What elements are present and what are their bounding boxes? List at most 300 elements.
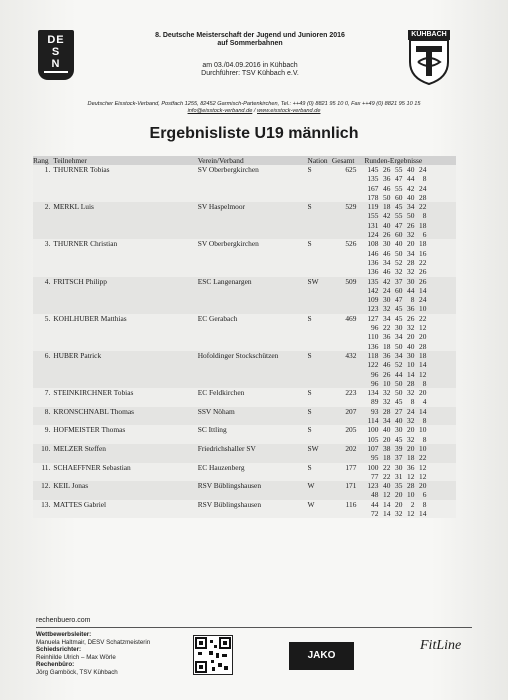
rounds-cell (364, 304, 456, 313)
round-sum: 136 (367, 341, 379, 351)
club-cell (198, 509, 308, 518)
footer-label-manager: Wettbewerbsleiter: (36, 631, 92, 638)
jako-logo: JAKO (289, 642, 354, 670)
rank-cell (33, 193, 53, 202)
round-score: 40 (383, 220, 391, 230)
club-cell: EC Gerabach (197, 313, 238, 323)
round-score: 45 (395, 397, 403, 407)
nation-cell (308, 360, 332, 369)
round-score: 18 (407, 453, 415, 463)
round-score: 22 (419, 453, 427, 463)
rounds-cell (364, 230, 456, 239)
round-sum: 145 (367, 165, 379, 174)
name-cell (53, 490, 197, 499)
rank-cell (33, 258, 53, 267)
table-row-continuation (33, 342, 456, 351)
round-sum: 114 (367, 416, 379, 426)
table-row-continuation (33, 490, 456, 499)
round-score: 32 (383, 388, 391, 398)
round-sum: 127 (367, 313, 379, 323)
footer-officials (36, 631, 150, 677)
round-score: 32 (407, 267, 415, 277)
round-score: 20 (407, 239, 415, 249)
round-score: 2 (410, 499, 415, 509)
table-row (33, 407, 456, 416)
name-cell (53, 249, 197, 258)
round-sum: 89 (371, 397, 379, 407)
round-sum: 96 (371, 369, 379, 379)
round-score: 35 (395, 481, 403, 491)
rank-cell (33, 221, 53, 230)
rounds-cell (364, 397, 456, 406)
round-score: 20 (383, 434, 391, 444)
round-sum: 100 (367, 425, 379, 435)
name-cell (53, 472, 197, 481)
rank-cell: 12. (41, 481, 51, 491)
round-score: 30 (395, 323, 403, 333)
round-score: 14 (407, 369, 415, 379)
event-title-line-1: 8. Deutsche Meisterschaft der Jugend und Junioren 2016 (155, 32, 345, 39)
name-cell (53, 193, 197, 202)
round-score: 6 (422, 230, 427, 240)
round-sum: 123 (367, 304, 379, 314)
table-row-continuation (33, 416, 456, 425)
nation-cell: S (307, 462, 312, 472)
round-score: 32 (407, 434, 415, 444)
table-row (33, 463, 456, 472)
name-cell (53, 295, 197, 304)
round-score: 26 (383, 230, 391, 240)
round-score: 32 (407, 323, 415, 333)
club-cell (198, 193, 308, 202)
name-cell (53, 360, 197, 369)
table-row-continuation (33, 230, 456, 239)
club-cell (198, 221, 308, 230)
round-score: 20 (395, 490, 403, 500)
rank-cell (33, 370, 53, 379)
round-score: 8 (422, 378, 427, 388)
name-cell (53, 211, 197, 220)
round-score: 26 (383, 165, 391, 174)
total-cell (332, 323, 365, 332)
club-cell (198, 472, 308, 481)
rank-cell (33, 184, 53, 193)
name-cell: STEINKIRCHNER Tobias (53, 388, 134, 398)
round-score: 32 (383, 304, 391, 314)
total-cell (332, 249, 365, 258)
round-score: 39 (395, 443, 403, 453)
total-cell: 469 (345, 313, 357, 323)
footer-url: rechenbuero.com (36, 617, 91, 624)
club-cell: SV Oberbergkirchen (197, 165, 259, 174)
header-rounds: Runden-Ergebnisse (364, 156, 456, 165)
round-score: 24 (419, 165, 427, 174)
round-score: 26 (419, 276, 427, 286)
results-table (33, 156, 456, 518)
table-row (33, 165, 456, 174)
round-score: 50 (395, 388, 403, 398)
round-score: 36 (407, 304, 415, 314)
round-score: 10 (407, 360, 415, 370)
round-sum: 119 (367, 202, 379, 212)
round-score: 46 (383, 360, 391, 370)
round-sum: 77 (371, 471, 379, 481)
round-score: 47 (395, 220, 403, 230)
rounds-cell (364, 323, 456, 332)
desv-logo-bar (44, 71, 68, 73)
round-score: 42 (383, 276, 391, 286)
club-cell: ESC Langenargen (197, 276, 252, 286)
rank-cell: 7. (44, 388, 51, 398)
round-score: 18 (419, 239, 427, 249)
round-score: 24 (419, 183, 427, 193)
nation-cell: S (307, 406, 312, 416)
footer-manager: Manuela Haltmair, DESV Schatzmeisterin (36, 638, 151, 646)
round-score: 32 (395, 508, 403, 518)
club-cell: RSV Büblingshausen (197, 499, 262, 509)
round-score: 14 (383, 499, 391, 509)
total-cell: 526 (345, 239, 357, 249)
name-cell: THURNER Christian (53, 239, 118, 249)
total-cell (332, 453, 365, 462)
nation-cell: W (307, 481, 315, 491)
round-sum: 146 (367, 248, 379, 258)
total-cell (332, 490, 365, 499)
round-sum: 108 (367, 239, 379, 249)
nation-cell (308, 416, 332, 425)
club-cell: SSV Nöham (197, 406, 235, 416)
round-score: 37 (395, 276, 403, 286)
round-sum: 123 (367, 481, 379, 491)
table-row (33, 202, 456, 211)
rank-cell: 3. (44, 239, 51, 249)
round-score: 50 (395, 378, 403, 388)
total-cell (332, 342, 365, 351)
rounds-cell (364, 277, 456, 286)
round-score: 14 (383, 508, 391, 518)
total-cell: 205 (345, 425, 357, 435)
rounds-cell (364, 351, 456, 360)
round-score: 26 (383, 369, 391, 379)
round-score: 36 (383, 332, 391, 342)
total-cell (332, 193, 365, 202)
rank-cell: 11. (41, 462, 51, 472)
rank-cell: 10. (41, 443, 51, 453)
table-row-continuation (33, 453, 456, 462)
round-score: 24 (383, 285, 391, 295)
round-score: 16 (419, 248, 427, 258)
header-club: Verein/Verband (198, 156, 308, 165)
table-row-continuation (33, 379, 456, 388)
round-score: 14 (419, 360, 427, 370)
name-cell (53, 304, 197, 313)
round-score: 42 (407, 183, 415, 193)
name-cell (53, 397, 197, 406)
rank-cell (33, 342, 53, 351)
nation-cell: S (307, 239, 312, 249)
round-score: 22 (383, 462, 391, 472)
round-score: 12 (419, 323, 427, 333)
round-score: 30 (395, 462, 403, 472)
round-sum: 95 (371, 453, 379, 463)
round-sum: 142 (367, 285, 379, 295)
round-sum: 96 (371, 378, 379, 388)
nation-cell (308, 184, 332, 193)
nation-cell (308, 435, 332, 444)
name-cell: FRITSCH Philipp (53, 276, 107, 286)
club-cell: RSV Büblingshausen (197, 481, 262, 491)
round-score: 14 (419, 508, 427, 518)
name-cell (53, 342, 197, 351)
qr-code-icon (193, 635, 233, 675)
round-score: 26 (419, 267, 427, 277)
nation-cell (308, 258, 332, 267)
round-score: 50 (407, 211, 415, 221)
header-rank: Rang (33, 156, 53, 165)
header-name: Teilnehmer (53, 156, 197, 165)
club-cell (198, 453, 308, 462)
name-cell (53, 370, 197, 379)
name-cell (53, 379, 197, 388)
round-sum: 178 (367, 192, 379, 202)
round-score: 18 (419, 220, 427, 230)
club-cell (198, 295, 308, 304)
nation-cell (308, 304, 332, 313)
club-cell (198, 379, 308, 388)
round-score: 12 (419, 471, 427, 481)
round-score: 36 (407, 462, 415, 472)
rank-cell (33, 230, 53, 239)
table-row (33, 500, 456, 509)
table-row-continuation (33, 304, 456, 313)
table-row (33, 314, 456, 323)
round-score: 32 (395, 267, 403, 277)
table-row-continuation (33, 295, 456, 304)
round-score: 6 (422, 490, 427, 500)
rank-cell: 5. (44, 313, 51, 323)
round-score: 52 (395, 360, 403, 370)
round-score: 45 (395, 304, 403, 314)
total-cell (332, 174, 365, 183)
round-score: 42 (383, 211, 391, 221)
name-cell (53, 184, 197, 193)
total-cell (332, 472, 365, 481)
round-score: 10 (383, 378, 391, 388)
name-cell (53, 416, 197, 425)
shield-icon (408, 40, 450, 85)
footer-office: Jörg Gamböck, TSV Kühbach (36, 668, 118, 676)
round-score: 37 (395, 453, 403, 463)
rounds-cell (364, 249, 456, 258)
round-score: 28 (419, 192, 427, 202)
footer-label-referee: Schiedsrichter: (36, 646, 82, 654)
header-total: Gesamt (332, 156, 365, 165)
rank-cell (33, 472, 53, 481)
rounds-cell (364, 202, 456, 211)
table-row (33, 239, 456, 248)
round-sum: 109 (367, 295, 379, 305)
round-sum: 105 (367, 434, 379, 444)
rounds-cell (364, 370, 456, 379)
rounds-cell (364, 500, 456, 509)
club-cell (198, 267, 308, 276)
round-score: 40 (383, 425, 391, 435)
total-cell: 207 (345, 406, 357, 416)
name-cell (53, 230, 197, 239)
nation-cell (308, 230, 332, 239)
club-cell (198, 211, 308, 220)
total-cell: 432 (345, 350, 357, 360)
desv-logo (38, 30, 74, 80)
rank-cell (33, 509, 53, 518)
round-score: 44 (395, 369, 403, 379)
table-row (33, 351, 456, 360)
round-score: 8 (422, 174, 427, 184)
name-cell (53, 453, 197, 462)
rounds-cell (364, 174, 456, 183)
table-row-continuation (33, 174, 456, 183)
rank-cell (33, 211, 53, 220)
nation-cell: S (307, 313, 312, 323)
name-cell (53, 435, 197, 444)
table-row-continuation (33, 360, 456, 369)
desv-logo-line-3: N (51, 58, 61, 70)
round-sum: 134 (367, 388, 379, 398)
round-score: 8 (422, 211, 427, 221)
round-score: 32 (383, 397, 391, 407)
rounds-cell (364, 490, 456, 499)
nation-cell (308, 323, 332, 332)
round-score: 8 (422, 499, 427, 509)
total-cell (332, 370, 365, 379)
total-cell (332, 258, 365, 267)
event-title-line-2: auf Sommerbahnen (217, 40, 283, 47)
name-cell: MERKL Luis (53, 202, 94, 212)
round-score: 40 (407, 341, 415, 351)
nation-cell (308, 193, 332, 202)
desv-logo-line-2: S (51, 46, 61, 58)
round-score: 44 (407, 174, 415, 184)
table-row-continuation (33, 258, 456, 267)
nation-cell (308, 453, 332, 462)
name-cell (53, 221, 197, 230)
table-row (33, 444, 456, 453)
name-cell: MELZER Steffen (53, 443, 106, 453)
round-score: 34 (395, 332, 403, 342)
rank-cell (33, 323, 53, 332)
total-cell (332, 230, 365, 239)
club-cell (198, 397, 308, 406)
round-score: 20 (407, 443, 415, 453)
round-score: 45 (395, 434, 403, 444)
name-cell: SCHAEFFNER Sebastian (53, 462, 131, 472)
club-cell (198, 230, 308, 239)
total-cell (332, 360, 365, 369)
round-score: 45 (395, 313, 403, 323)
round-score: 4 (422, 397, 427, 407)
round-score: 12 (419, 462, 427, 472)
rounds-cell (364, 342, 456, 351)
rounds-cell (364, 444, 456, 453)
name-cell: KEIL Jonas (53, 481, 89, 491)
round-score: 20 (407, 425, 415, 435)
round-score: 30 (383, 295, 391, 305)
round-score: 60 (395, 192, 403, 202)
table-row (33, 481, 456, 490)
total-cell: 171 (345, 481, 357, 491)
rank-cell (33, 453, 53, 462)
table-row-continuation (33, 323, 456, 332)
round-score: 20 (419, 332, 427, 342)
nation-cell (308, 472, 332, 481)
name-cell (53, 509, 197, 518)
nation-cell (308, 509, 332, 518)
event-host: Durchführer: TSV Kühbach e.V. (201, 70, 299, 77)
footer-referee: Reinhilde Ulrich – Max Wörle (36, 653, 116, 661)
nation-cell (308, 174, 332, 183)
round-score: 26 (407, 313, 415, 323)
round-score: 32 (407, 416, 415, 426)
round-score: 45 (395, 202, 403, 212)
round-score: 28 (419, 341, 427, 351)
rank-cell (33, 379, 53, 388)
rounds-cell (364, 258, 456, 267)
round-score: 60 (395, 230, 403, 240)
total-cell: 116 (345, 499, 357, 509)
round-score: 12 (419, 369, 427, 379)
rounds-cell (364, 453, 456, 462)
table-row-continuation (33, 509, 456, 518)
rounds-cell (364, 314, 456, 323)
round-score: 50 (395, 248, 403, 258)
rank-cell: 9. (44, 425, 51, 435)
rounds-cell (364, 360, 456, 369)
round-score: 18 (383, 341, 391, 351)
nation-cell: S (307, 350, 312, 360)
name-cell (53, 286, 197, 295)
rank-cell (33, 174, 53, 183)
table-row-continuation (33, 397, 456, 406)
club-cell (198, 416, 308, 425)
total-cell (332, 397, 365, 406)
rank-cell: 1. (44, 165, 51, 174)
total-cell (332, 221, 365, 230)
rank-cell (33, 286, 53, 295)
table-row-continuation (33, 211, 456, 220)
rank-cell (33, 416, 53, 425)
federation-address (20, 101, 488, 115)
round-sum: 136 (367, 257, 379, 267)
page-title: Ergebnisliste U19 männlich (149, 125, 359, 142)
round-sum: 44 (371, 499, 379, 509)
nation-cell: SW (307, 443, 319, 453)
club-cell (198, 323, 308, 332)
website-link[interactable]: www.eisstock-verband.de (257, 108, 321, 114)
rounds-cell (364, 184, 456, 193)
round-score: 10 (407, 490, 415, 500)
round-score: 22 (419, 257, 427, 267)
nation-cell (308, 211, 332, 220)
rank-cell (33, 304, 53, 313)
total-cell (332, 184, 365, 193)
total-cell: 177 (345, 462, 357, 472)
club-cell (198, 332, 308, 341)
round-score: 28 (407, 481, 415, 491)
email-link[interactable]: info@eisstock-verband.de (187, 108, 253, 114)
name-cell (53, 174, 197, 183)
round-score: 22 (419, 202, 427, 212)
round-sum: 131 (367, 220, 379, 230)
